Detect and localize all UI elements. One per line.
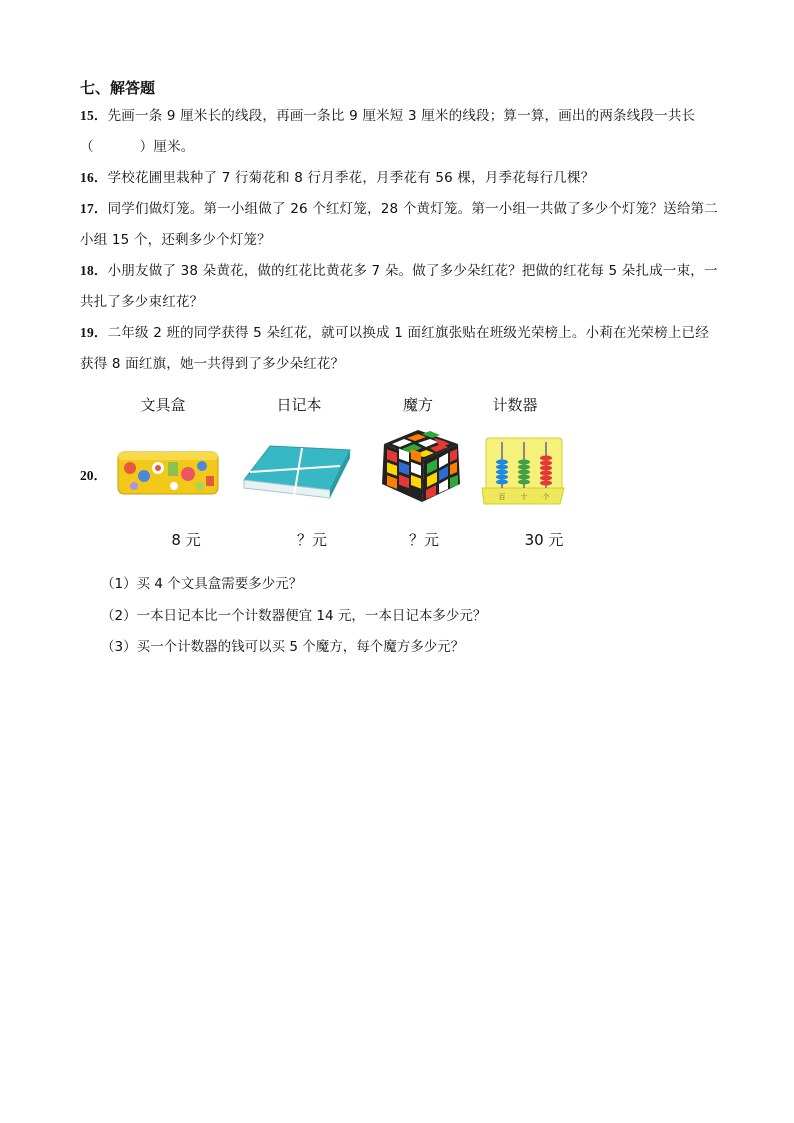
price-diary: ？元: [296, 531, 327, 549]
section-title: 七、解答题: [80, 79, 156, 97]
diary-icon: [240, 440, 354, 504]
question-18-line-2: 共扎了多少束红花？: [80, 294, 204, 310]
sub-question-2: （2）一本日记本比一个计数器便宜 14 元，一本日记本多少元？: [101, 608, 487, 624]
question-17-line-2: 小组 15 个，还剩多少个灯笼？: [80, 232, 271, 248]
abacus-counter-icon: [480, 432, 568, 510]
abacus-label-ones: 个: [542, 493, 550, 501]
question-18-line-1: [80, 259, 718, 279]
question-number: 17．: [80, 201, 108, 216]
question-19-line-1: [80, 321, 709, 341]
item-label-abacus: 计数器: [492, 396, 538, 414]
answer-blank-close: ）厘米。: [139, 139, 195, 155]
sub-question-3: （3）买一个计数器的钱可以买 5 个魔方，每个魔方多少元？: [101, 639, 465, 655]
price-abacus: 30 元: [524, 531, 564, 549]
abacus-label-tens: 十: [520, 493, 528, 501]
question-19-line-2: 获得 8 面红旗，她一共得到了多少朵红花？: [80, 356, 345, 372]
pencil-case-icon: [116, 446, 220, 498]
sub-question-1: （1）买 4 个文具盒需要多少元？: [101, 576, 303, 592]
price-rubiks-cube: ？元: [408, 531, 439, 549]
question-text: 二年级 2 班的同学获得 5 朵红花，就可以换成 1 面红旗张贴在班级光荣榜上。小莉在光荣榜上已经: [107, 325, 709, 341]
question-text: 先画一条 9 厘米长的线段，再画一条比 9 厘米短 3 厘米的线段；算一算，画出的两条线段一共长: [107, 108, 696, 124]
question-17-line-1: [80, 197, 718, 217]
question-15-line-1: [80, 104, 695, 124]
answer-blank-open: （: [80, 139, 94, 155]
abacus-label-hundreds: 百: [498, 493, 506, 501]
question-number: 16．: [80, 170, 108, 185]
item-label-rubiks-cube: 魔方: [402, 396, 433, 414]
item-label-pencil-case: 文具盒: [140, 396, 186, 414]
item-label-diary: 日记本: [276, 396, 322, 414]
question-number: 19．: [80, 325, 108, 340]
question-text: 学校花圃里栽种了 7 行菊花和 8 行月季花，月季花有 56 棵，月季花每行几棵？: [107, 170, 595, 186]
question-20-number: 20．: [80, 468, 107, 483]
rubiks-cube-icon: [378, 426, 464, 504]
question-16-line-1: [80, 166, 594, 186]
question-number: 15．: [80, 108, 108, 123]
question-15-line-2: [80, 135, 195, 155]
price-pencil-case: 8 元: [171, 531, 201, 549]
question-number: 18．: [80, 263, 108, 278]
question-text: 同学们做灯笼。第一小组做了 26 个红灯笼，28 个黄灯笼。第一小组一共做了多少个灯笼？送给第二: [107, 201, 718, 217]
question-text: 小朋友做了 38 朵黄花，做的红花比黄花多 7 朵。做了多少朵红花？把做的红花每 5 朵扎成一束，一: [107, 263, 718, 279]
